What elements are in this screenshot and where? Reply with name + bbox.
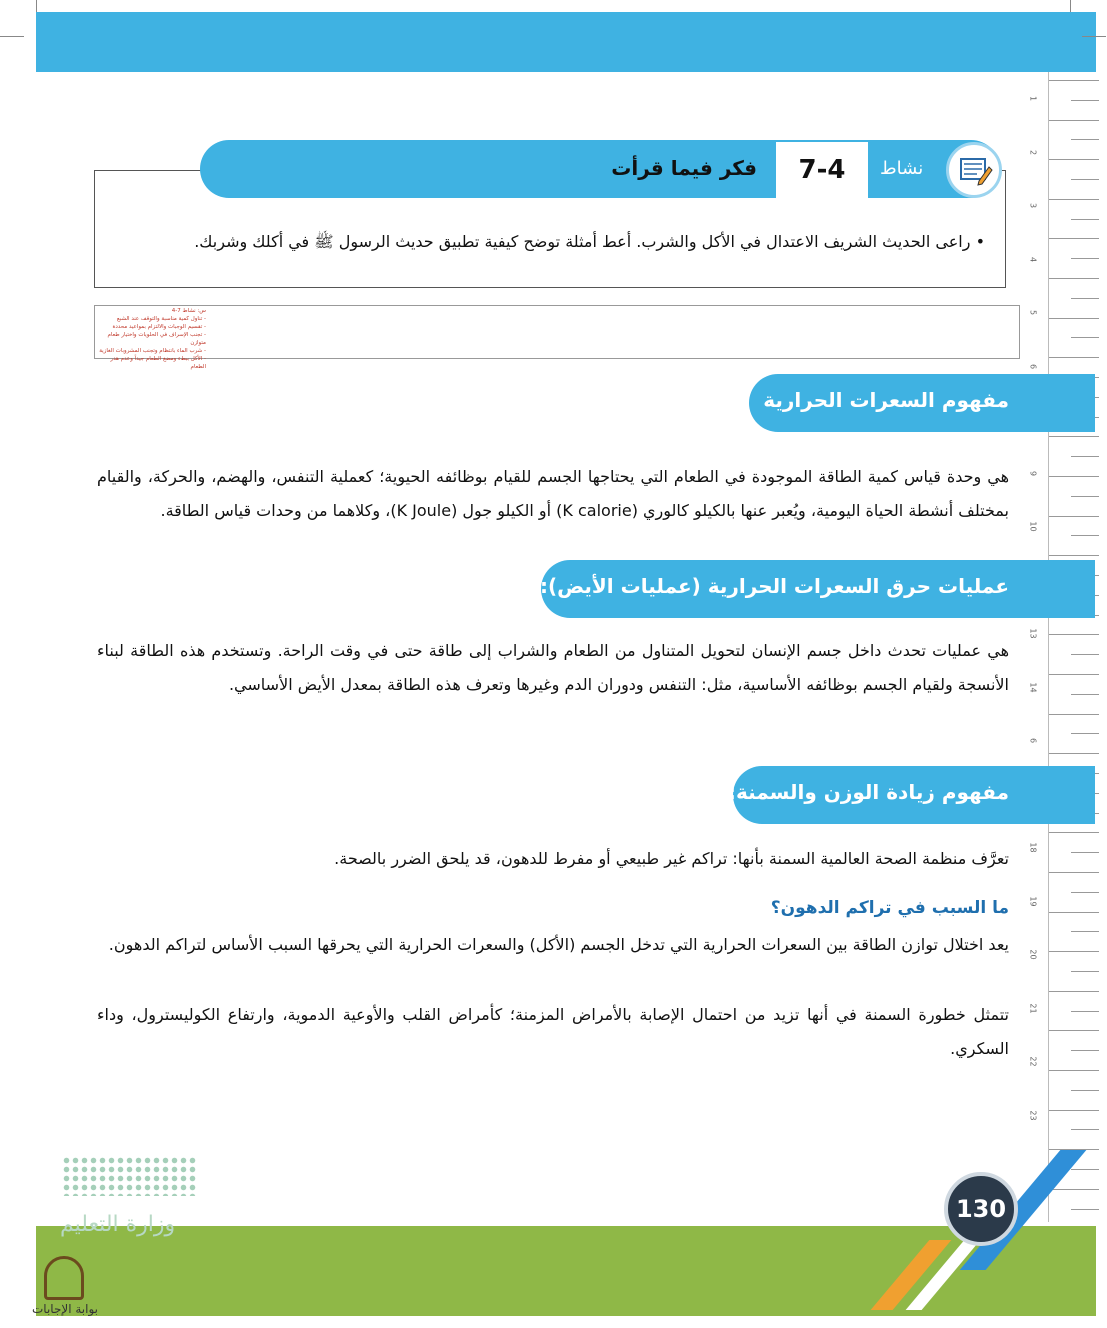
answer-line: - شرب الماء بانتظام وتجنب المشروبات الغازية: [99, 348, 206, 354]
ruler-tick: [1071, 1169, 1099, 1170]
ruler-tick: [1049, 872, 1099, 873]
ruler-tick: [1049, 199, 1099, 200]
ruler-tick: [1049, 1189, 1099, 1190]
ruler-tick: [1071, 694, 1099, 695]
ruler-tick: [1049, 1110, 1099, 1111]
ruler-tick: [1049, 238, 1099, 239]
ruler-tick: [1071, 971, 1099, 972]
ruler-number: 14: [1028, 681, 1038, 693]
ruler-tick: [1071, 496, 1099, 497]
ruler-tick: [1049, 278, 1099, 279]
watermark-logo-icon: [44, 1256, 84, 1300]
ruler-tick: [1049, 1030, 1099, 1031]
ruler-tick: [1049, 832, 1099, 833]
ruler-tick: [1071, 258, 1099, 259]
ruler-tick: [1071, 298, 1099, 299]
ruler-tick: [1071, 1209, 1099, 1210]
watermark-text: بوابة الإجابات: [32, 1302, 99, 1316]
paragraph-obesity-definition: تعرَّف منظمة الصحة العالمية السمنة بأنها: تراكم غير طبيعي أو مفرط للدهون، قد يلحق الضرر بالصحة.: [334, 849, 1009, 868]
top-banner: [36, 12, 1096, 72]
section-title: عمليات حرق السعرات الحرارية (عمليات الأيض):: [539, 574, 1009, 598]
ruler-tick: [1049, 555, 1099, 556]
ruler-tick: [1049, 714, 1099, 715]
ruler-number: 6: [1028, 737, 1038, 744]
section-header-metabolism: [541, 560, 1095, 618]
section-title: مفهوم السعرات الحرارية: [763, 388, 1009, 412]
ruler-tick: [1071, 654, 1099, 655]
ruler-number: 6: [1028, 363, 1038, 369]
ministry-logo-text: وزارة التعليم: [60, 1212, 176, 1237]
answer-box: [94, 305, 1020, 359]
ruler-tick: [1049, 951, 1099, 952]
activity-instruction: • راعى الحديث الشريف الاعتدال في الأكل والشرب. أعط أمثلة توضح كيفية تطبيق حديث الرسول ﷺ في أكلك وشربك.: [194, 232, 985, 251]
section-title: مفهوم زيادة الوزن والسمنة:: [727, 780, 1009, 804]
ruler-tick: [1071, 535, 1099, 536]
ministry-logo-icon: [62, 1156, 196, 1196]
ruler-tick: [1071, 139, 1099, 140]
ruler-tick: [1071, 892, 1099, 893]
section-header-calories: [749, 374, 1095, 432]
margin-ruler: [1028, 72, 1099, 1222]
subheading-fat-cause: ما السبب في تراكم الدهون؟: [770, 898, 1009, 918]
ruler-tick: [1049, 634, 1099, 635]
ruler-tick: [1049, 476, 1099, 477]
ruler-tick: [1071, 1090, 1099, 1091]
ruler-tick: [1071, 1129, 1099, 1130]
ruler-tick: [1049, 516, 1099, 517]
ruler-tick: [1049, 80, 1099, 81]
answer-line: - تقسيم الوجبات والالتزام بمواعيد محددة: [112, 324, 206, 330]
ruler-tick: [1071, 337, 1099, 338]
ruler-tick: [1049, 436, 1099, 437]
ruler-tick: [1049, 159, 1099, 160]
ruler-tick: [1049, 991, 1099, 992]
ruler-tick: [1049, 120, 1099, 121]
pencil-notebook-icon: [946, 142, 1002, 198]
paragraph-obesity-risk: تتمثل خطورة السمنة في أنها تزيد من احتمال الإصابة بالأمراض المزمنة؛ كأمراض القلب والأوعية الدموية، وارتفاع الكوليسترول، وداء السكري.: [97, 1005, 1009, 1058]
ruler-number: 23: [1028, 1109, 1038, 1121]
ruler-number: 13: [1028, 628, 1038, 639]
ruler-tick: [1071, 733, 1099, 734]
answer-line: - الأكل ببطء ومضغ الطعام جيداً وعدم هدر الطعام: [110, 356, 206, 370]
ruler-number: 9: [1028, 470, 1038, 476]
answer-line: - تجنب الإسراف في الحلويات واختيار طعام متوازن: [107, 332, 206, 346]
ruler-tick: [1049, 357, 1099, 358]
ruler-tick: [1049, 318, 1099, 319]
ruler-number: 18: [1028, 842, 1038, 853]
answer-text: [96, 307, 206, 371]
ruler-number: 2: [1028, 149, 1038, 155]
ruler-number: 1: [1028, 95, 1038, 102]
section-header-obesity: [727, 766, 1095, 824]
ruler-tick: [1071, 1011, 1099, 1012]
page-number: 130: [944, 1172, 1018, 1246]
ruler-number: 3: [1028, 202, 1038, 209]
ruler-tick: [1071, 100, 1099, 101]
ruler-tick: [1049, 674, 1099, 675]
ruler-number: 22: [1028, 1056, 1038, 1067]
ruler-tick: [1071, 931, 1099, 932]
ruler-tick: [1049, 1070, 1099, 1071]
ruler-number: 4: [1028, 256, 1038, 262]
answer-line: - تناول كمية مناسبة والتوقف عند الشبع: [116, 316, 206, 322]
activity-label: نشاط: [880, 158, 924, 179]
ruler-number: 5: [1028, 309, 1038, 316]
ruler-number: 21: [1028, 1002, 1038, 1014]
ruler-number: 19: [1028, 895, 1038, 907]
activity-code: 7-4: [776, 142, 868, 198]
ruler-tick: [1071, 1050, 1099, 1051]
ruler-tick: [1049, 753, 1099, 754]
paragraph-fat-cause: يعد اختلال توازن الطاقة بين السعرات الحرارية التي تدخل الجسم (الأكل) والسعرات الحرارية التي يحرقها السبب الأساس لتراكم الدهون.: [108, 935, 1009, 954]
ruler-number: 20: [1028, 949, 1038, 960]
paragraph-metabolism: هي عمليات تحدث داخل جسم الإنسان لتحويل المتناول من الطعام والشراب إلى طاقة حتى في وقت الراحة. وتستخدم هذه الطاقة لبناء الأنسجة ولقيام الجسم بوظائفه الأساسية، مثل: التنفس ودوران الدم وغيرها وتعرف هذه الطاقة بمعدل الأيض الأساسي.: [97, 641, 1009, 694]
ruler-tick: [1071, 219, 1099, 220]
ruler-number: 10: [1028, 521, 1038, 532]
ruler-tick: [1049, 912, 1099, 913]
ruler-tick: [1071, 179, 1099, 180]
paragraph-calories: هي وحدة قياس كمية الطاقة الموجودة في الطعام التي يحتاجها الجسم للقيام بوظائفه الحيوية؛ كعملية التنفس، والهضم، والحركة، والقيام بمختلف أنشطة الحياة اليومية، ويُعبر عنها بالكيلو كالوري (K calorie) أو الكيلو جول (K Joule)، وكلاهما من وحدات قياس الطاقة.: [97, 467, 1009, 520]
ruler-tick: [1071, 456, 1099, 457]
answer-line: س: نشاط 7-4: [171, 308, 206, 314]
activity-title: فكر فيما قرأت: [611, 156, 757, 180]
ruler-tick: [1071, 852, 1099, 853]
